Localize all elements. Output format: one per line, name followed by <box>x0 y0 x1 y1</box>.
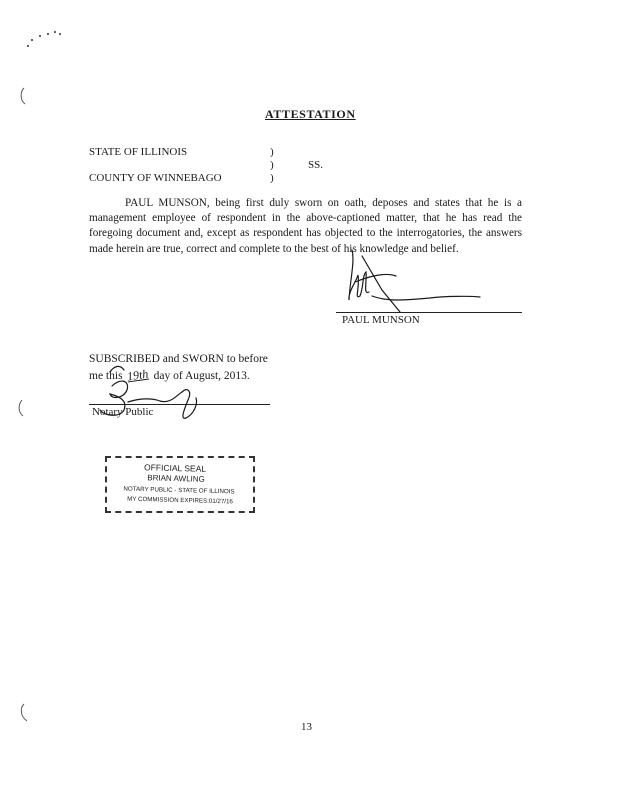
seal-line-2: BRIAN AWLING <box>147 473 205 484</box>
jurat-day: 19th <box>126 366 150 384</box>
seal-line-3: NOTARY PUBLIC - STATE OF ILLINOIS <box>123 485 235 496</box>
venue-paren: ) <box>270 159 274 171</box>
venue-ss: SS. <box>308 159 323 171</box>
notary-signature-line <box>89 404 270 405</box>
attestation-body: PAUL MUNSON, being first duly sworn on oath, deposes and states that he is a management employee of respondent in the above-captioned matter, that he has read the foregoing document and, except as respondent has objected to the interrogatories, the answers made herein are true, correct and complete to the best of his knowledge and belief. <box>89 197 522 255</box>
notary-label: Notary Public <box>92 406 154 418</box>
affiant-name: PAUL MUNSON <box>342 314 420 326</box>
venue-county: COUNTY OF WINNEBAGO <box>89 172 222 184</box>
seal-line-4: MY COMMISSION EXPIRES:01/27/16 <box>127 495 234 506</box>
page-number: 13 <box>301 721 312 733</box>
venue-paren: ) <box>270 172 274 184</box>
jurat-prefix: me this <box>89 370 123 382</box>
seal-text-graphic <box>107 458 253 511</box>
seal-line-1: OFFICIAL SEAL <box>143 462 207 474</box>
affiant-signature-handwritten <box>349 250 480 312</box>
document-title: ATTESTATION <box>265 107 356 121</box>
venue-state: STATE OF ILLINOIS <box>89 146 188 158</box>
jurat-line-1: SUBSCRIBED and SWORN to before <box>89 353 268 365</box>
scan-artifacts <box>19 31 60 721</box>
notary-seal-stamp <box>105 456 255 513</box>
venue-paren: ) <box>270 146 274 158</box>
jurat-line-2 <box>89 368 250 383</box>
affiant-signature-line <box>336 312 522 313</box>
jurat-suffix: day of August, 2013. <box>153 370 250 382</box>
